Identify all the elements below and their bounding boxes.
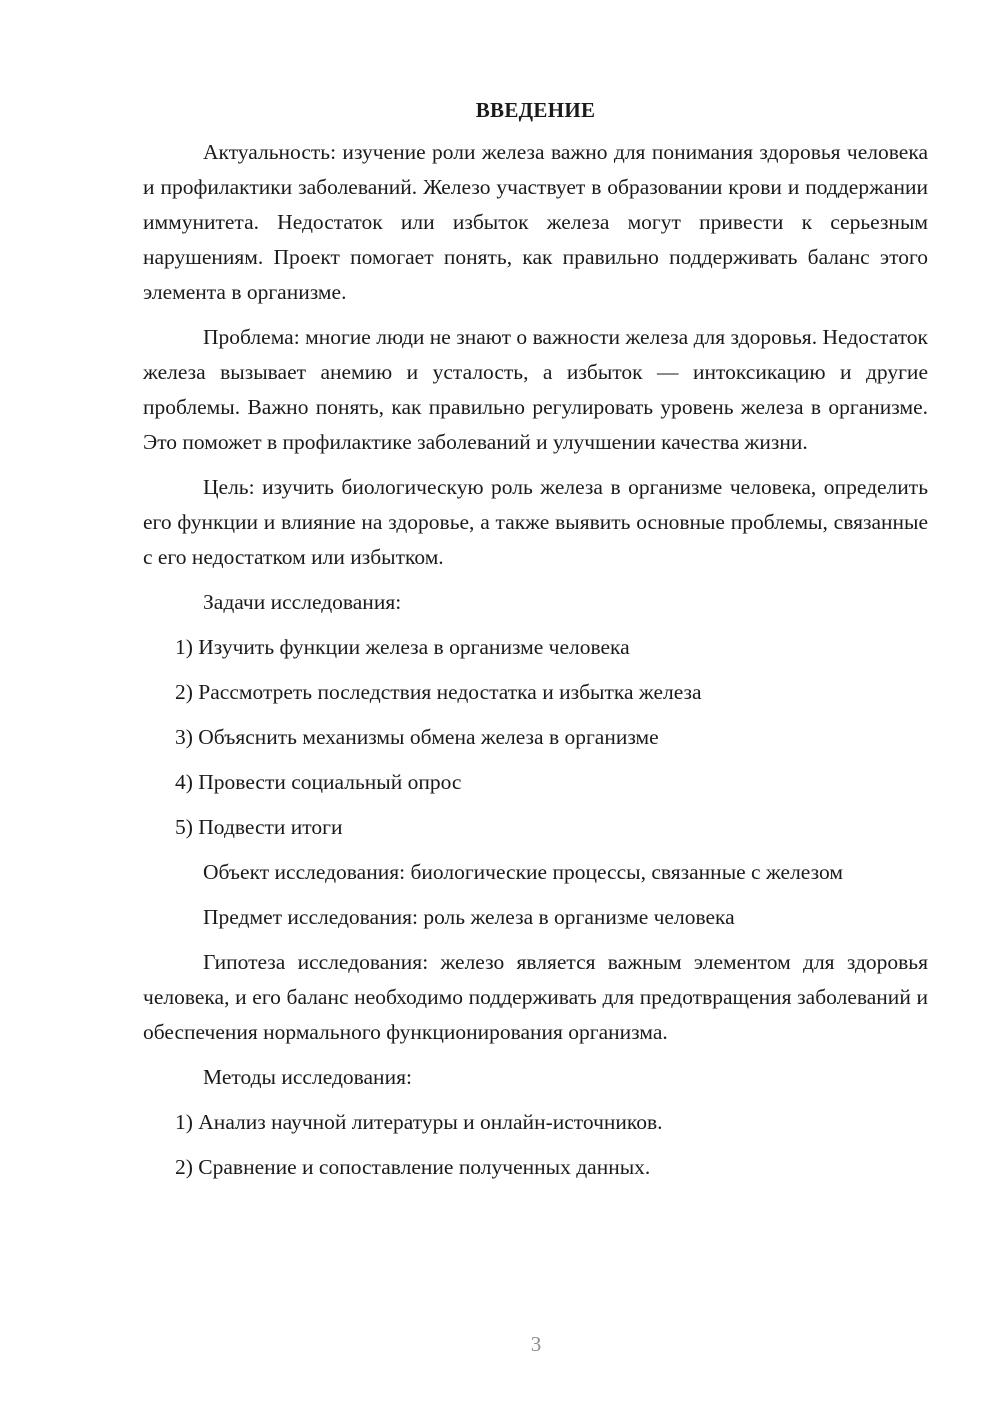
page-number: 3 (530, 1332, 542, 1356)
task-item: 3) Объяснить механизмы обмена железа в организме (175, 725, 659, 749)
section-heading: ВВЕДЕНИЕ (475, 98, 596, 122)
relevance-paragraph: Актуальность: изучение роли железа важно для понимания здоровья человека и профилактики заболеваний. Железо участвует в образовании крови и поддержании иммунитета. Недостаток или избыток железа могут привести к серьезным нарушениям. Проект помогает понять, как правильно поддерживать баланс этого элемента в организме. (143, 140, 928, 304)
goal-paragraph: Цель: изучить биологическую роль железа в организме человека, определить его функции и влияние на здоровье, а также выявить основные проблемы, связанные с его недостатком или избытком. (143, 475, 928, 569)
method-item: 2) Сравнение и сопоставление полученных данных. (175, 1155, 651, 1179)
methods-heading: Методы исследования: (203, 1065, 412, 1089)
task-item: 2) Рассмотреть последствия недостатка и избытка железа (175, 680, 702, 704)
page-content (143, 95, 928, 1195)
task-item: 1) Изучить функции железа в организме человека (175, 635, 630, 659)
object-paragraph: Объект исследования: биологические процессы, связанные с железом (203, 860, 843, 884)
subject-paragraph: Предмет исследования: роль железа в организме человека (203, 905, 735, 929)
hypothesis-paragraph: Гипотеза исследования: железо является важным элементом для здоровья человека, и его баланс необходимо поддерживать для предотвращения заболеваний и обеспечения нормального функционирования организма. (143, 950, 928, 1044)
tasks-heading: Задачи исследования: (203, 590, 402, 614)
task-item: 4) Провести социальный опрос (175, 770, 462, 794)
problem-paragraph: Проблема: многие люди не знают о важности железа для здоровья. Недостаток железа вызывает анемию и усталость, а избыток — интоксикацию и другие проблемы. Важно понять, как правильно регулировать уровень железа в организме. Это поможет в профилактике заболеваний и улучшении качества жизни. (143, 325, 928, 454)
task-item: 5) Подвести итоги (175, 815, 343, 839)
method-item: 1) Анализ научной литературы и онлайн-источников. (175, 1110, 663, 1134)
